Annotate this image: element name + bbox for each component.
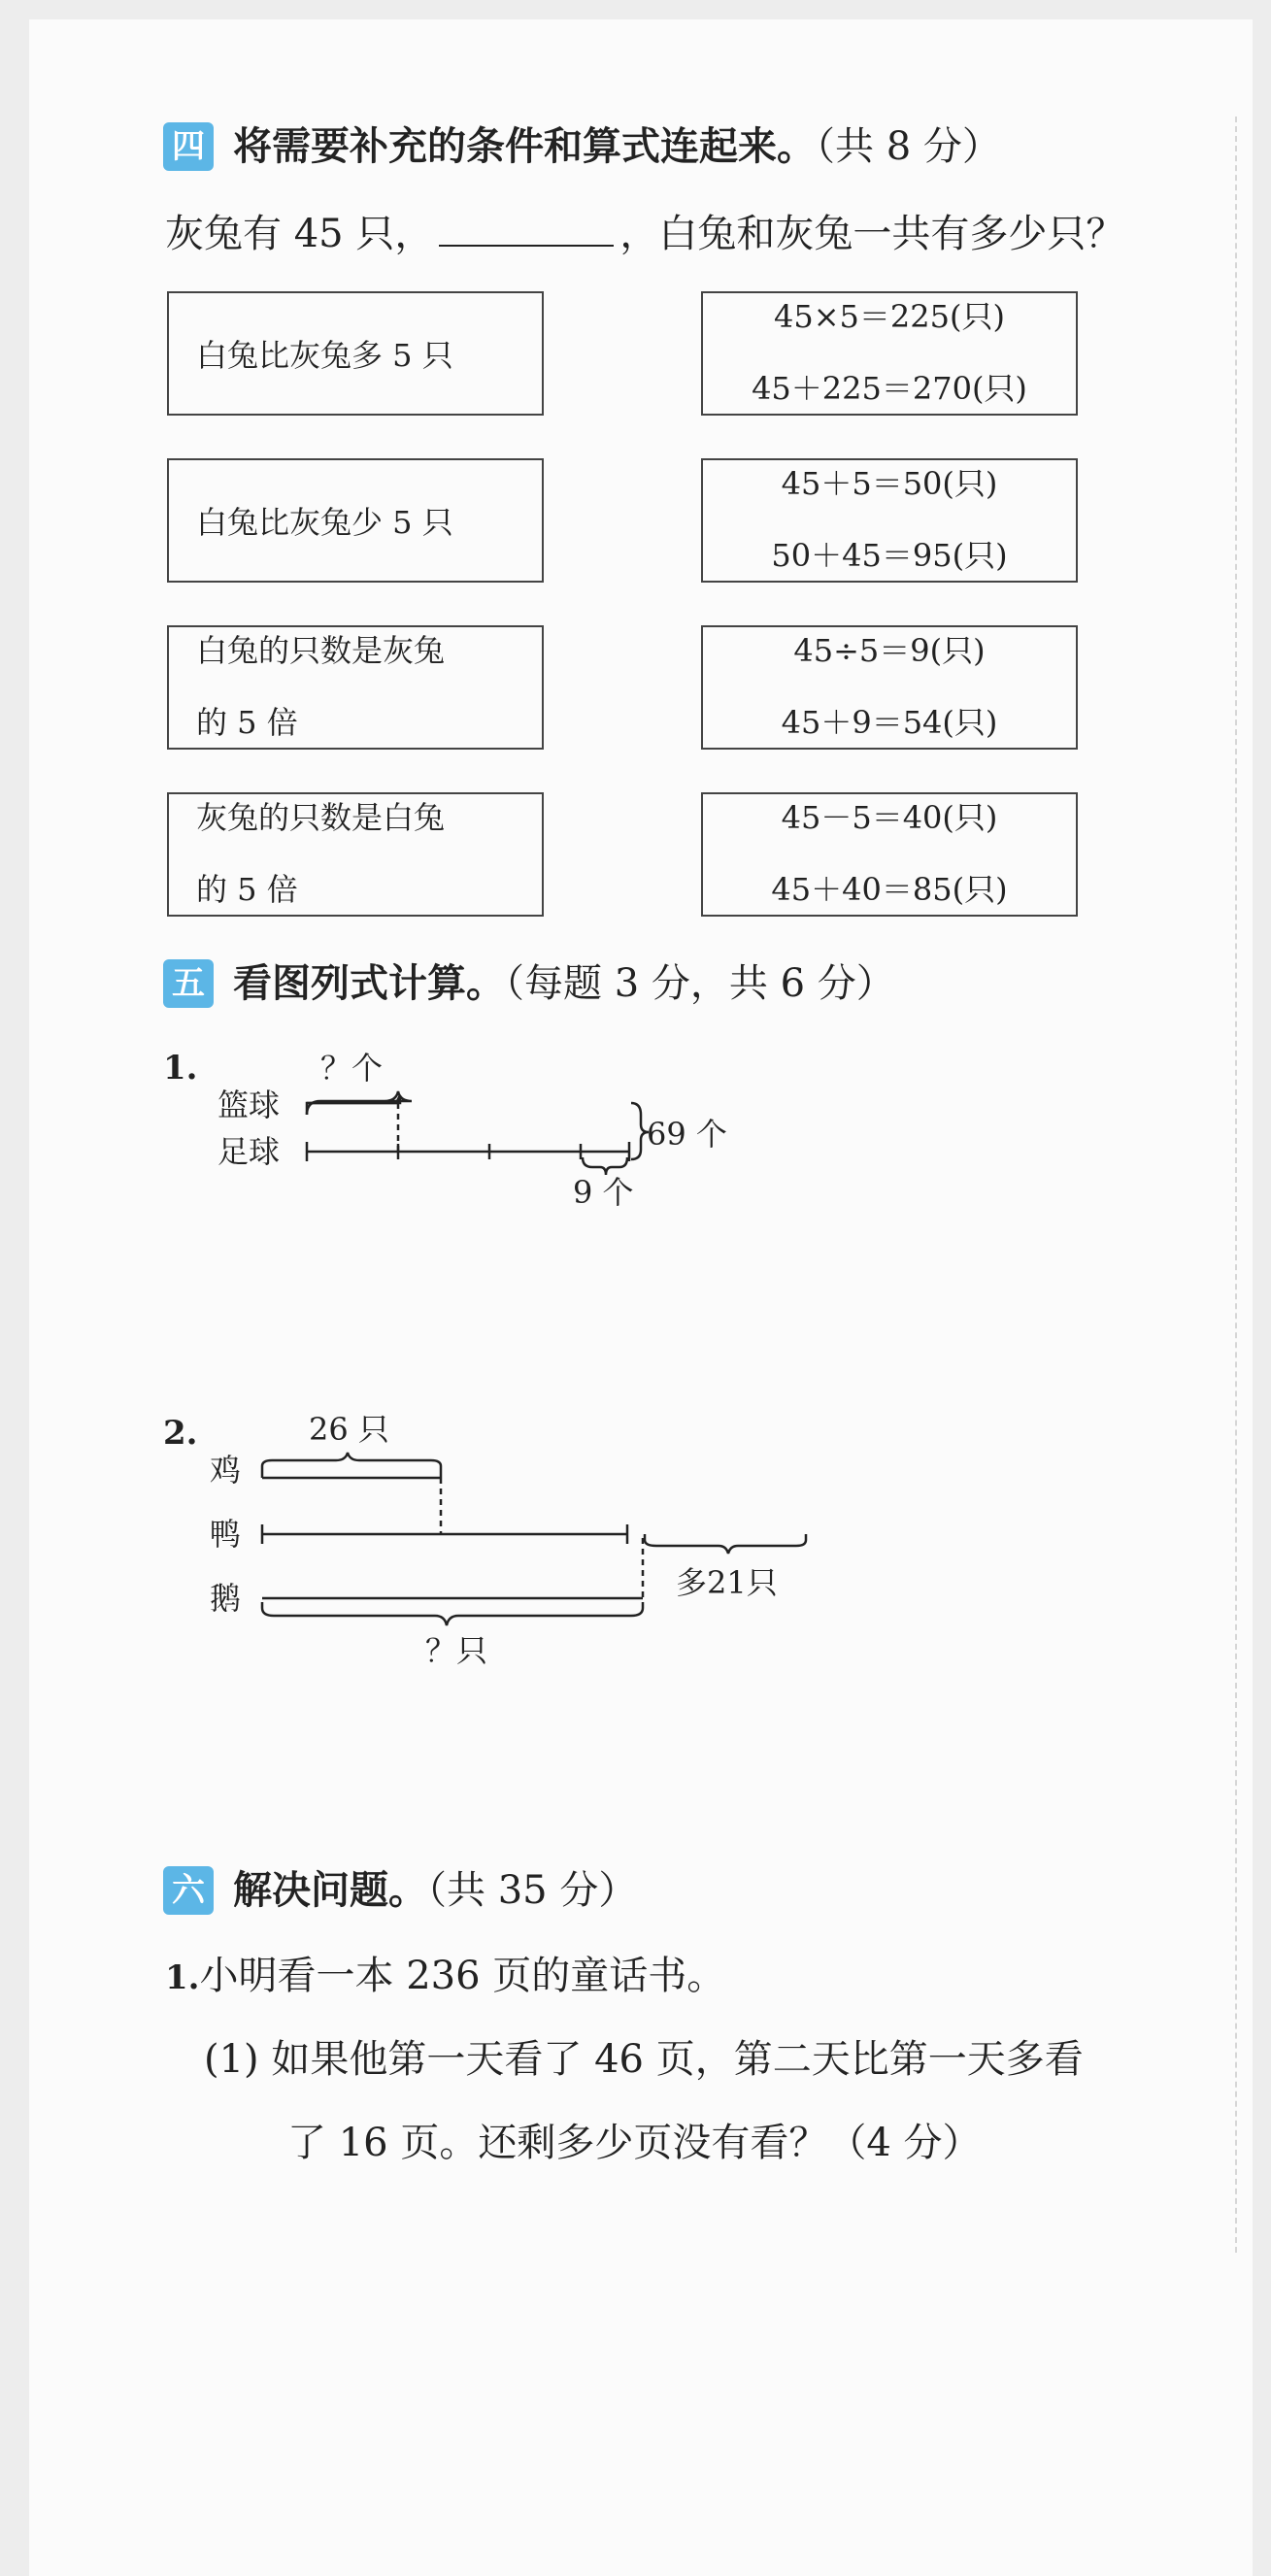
goose-unknown-label: ？只 <box>425 1632 488 1669</box>
row-label-basketball: 篮球 <box>217 1087 281 1123</box>
section-score-note: （共 35 分） <box>427 1868 638 1913</box>
formula-line1: 45＋5＝50(只) <box>781 465 998 502</box>
row-label-chicken: 鸡 <box>210 1452 242 1489</box>
sub-question-1-line2: 了 16 页。还剩多少页没有看？（4 分） <box>287 2121 982 2165</box>
question-prefix: 灰兔有 45 只， <box>165 212 434 256</box>
row-label-football: 足球 <box>217 1133 281 1170</box>
problem-number: 1. <box>165 1958 200 1997</box>
total-label: 69 个 <box>647 1116 727 1153</box>
formula-line2: 45＋225＝270(只) <box>752 370 1027 407</box>
formula-line2: 50＋45＝95(只) <box>771 537 1008 574</box>
condition-text: 白兔比灰兔少 5 只 <box>196 504 453 541</box>
condition-text-line2: 的 5 倍 <box>196 871 298 908</box>
formula-line1: 45×5＝225(只) <box>774 298 1005 335</box>
sub-question-text: 如果他第一天看了 46 页，第二天比第一天多看 <box>271 2037 1084 2082</box>
section-badge-5: 五 <box>163 959 214 1008</box>
condition-text-line2: 的 5 倍 <box>196 704 298 741</box>
section-badge-6: 六 <box>163 1866 214 1915</box>
section-score-note: （共 8 分） <box>816 124 1001 169</box>
row-label-goose: 鹅 <box>210 1580 242 1617</box>
section-badge-4: 四 <box>163 122 214 171</box>
problem-text: 小明看一本 236 页的童话书。 <box>199 1954 726 1998</box>
problem-1-text <box>165 1950 725 2004</box>
formula-line1: 45÷5＝9(只) <box>793 632 986 669</box>
section-title: 解决问题。 <box>233 1868 427 1913</box>
condition-text: 白兔比灰兔多 5 只 <box>196 337 453 374</box>
formula-line2: 45＋9＝54(只) <box>781 704 998 741</box>
unknown-count-label: ？个 <box>320 1050 384 1087</box>
condition-text-line1: 灰兔的只数是白兔 <box>196 799 446 836</box>
problem-number-1: 1. <box>163 1049 198 1087</box>
section-heading-6 <box>233 1866 637 1915</box>
question-suffix: ，白兔和灰兔一共有多少只？ <box>619 212 1125 256</box>
sub-question-1-line1 <box>204 2033 1084 2086</box>
section-title: 看图列式计算。 <box>233 961 505 1006</box>
formula-line1: 45－5＝40(只) <box>781 799 998 836</box>
formula-line2: 45＋40＝85(只) <box>771 871 1008 908</box>
difference-label: 9 个 <box>573 1174 634 1211</box>
extra-label: 多21只 <box>676 1564 778 1601</box>
section-score-note: （每题 3 分，共 6 分） <box>505 961 895 1006</box>
section-title: 将需要补充的条件和算式连起来。 <box>233 124 816 169</box>
problem-number-2: 2. <box>163 1414 198 1453</box>
condition-text-line1: 白兔的只数是灰兔 <box>196 632 446 669</box>
sub-question-number: (1) <box>204 2037 259 2082</box>
row-label-duck: 鸭 <box>210 1516 242 1553</box>
chicken-count-label: 26 只 <box>309 1411 389 1448</box>
